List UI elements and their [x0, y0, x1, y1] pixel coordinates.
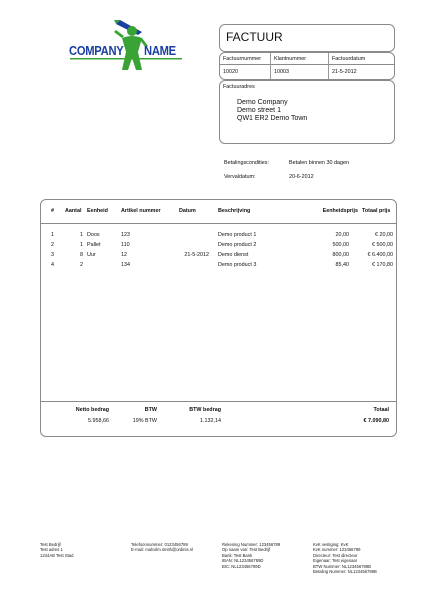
col-header-total-price: Totaal prijs — [362, 208, 391, 214]
footer-line: Op naam van: Test Bedrijf — [222, 547, 271, 553]
grand-total-value: € 7.090,80 — [363, 418, 389, 424]
payment-conditions-label: Betalingscondities: — [224, 160, 269, 166]
vat-rate-value: 19% BTW — [132, 418, 157, 424]
meta-invoice-date: 21-5-2012 — [332, 69, 357, 75]
col-header-article-number: Artikel nummer — [121, 208, 161, 214]
cell-unit-price: 800,00 — [332, 252, 349, 258]
footer-line: Test adres 1 — [40, 547, 63, 553]
footer-company-address — [40, 542, 120, 558]
cell-number: 1 — [51, 232, 54, 238]
cell-quantity: 1 — [80, 232, 83, 238]
meta-header-customer-number: Klantnummer — [274, 56, 307, 62]
cell-date: 21-5-2012 — [184, 252, 209, 258]
footer-registration — [313, 542, 403, 574]
vat-amount-value: 1.132,14 — [200, 418, 221, 424]
meta-customer-number: 10003 — [274, 69, 289, 75]
footer-contact — [131, 542, 221, 553]
cell-number: 4 — [51, 262, 54, 268]
cell-quantity: 8 — [80, 252, 83, 258]
vat-label: BTW — [144, 407, 157, 413]
line-items-table — [40, 199, 397, 437]
meta-invoice-number: 10020 — [223, 69, 238, 75]
payment-conditions-value: Betalen binnen 30 dagen — [289, 160, 349, 166]
address-line: QW1 ER2 Demo Town — [237, 115, 308, 122]
footer-line: KvK vestiging: KvK — [313, 542, 349, 547]
footer-line: BTW Nummer: NL123456789B — [313, 563, 371, 569]
col-header-description: Beschrijving — [218, 208, 251, 214]
cell-number: 3 — [51, 252, 54, 258]
cell-quantity: 1 — [80, 242, 83, 248]
meta-header-invoice-date: Factuurdatum — [332, 56, 366, 62]
cell-number: 2 — [51, 242, 54, 248]
due-date-label: Vervaldatum: — [224, 174, 256, 180]
cell-unit: Pallet — [87, 242, 101, 248]
address-line: Demo street 1 — [237, 107, 281, 114]
footer-email-link[interactable]: E-mail: malcolm.smith@ordinis.nl — [131, 547, 193, 553]
footer-line: IBAN: NL123456789D — [222, 558, 264, 564]
footer-line: Telefoonnummer: 0123456789 — [131, 542, 188, 547]
cell-unit: Uur — [87, 252, 96, 258]
cell-article-number: 12 — [121, 252, 127, 258]
billing-address-box — [219, 80, 395, 144]
footer-line: Rekening Nummer: 123456789 — [222, 542, 281, 547]
footer-line: Eigenaar: Test eigenaar — [313, 558, 358, 564]
net-amount-label: Netto bedrag — [75, 407, 109, 413]
cell-article-number: 134 — [121, 262, 130, 268]
col-header-date: Datum — [179, 208, 196, 214]
cell-total-price: € 170,80 — [372, 262, 393, 268]
col-header-unit: Eenheid — [87, 208, 108, 214]
cell-unit: Doos — [87, 232, 100, 238]
footer-line: Test Bedrijf — [40, 542, 61, 547]
cell-total-price: € 20,00 — [375, 232, 393, 238]
invoice-title-box — [219, 24, 395, 52]
footer-line: Betaling Nummer: NL123456789B — [313, 569, 377, 575]
logo-right-word: NAME — [144, 43, 176, 58]
col-header-unit-price: Eenheidsprijs — [322, 208, 358, 214]
logo-left-word: COMPANY — [69, 43, 124, 58]
cell-total-price: € 6.400,00 — [367, 252, 393, 258]
footer-line: BIC: NL123456789D — [222, 563, 261, 569]
due-date-value: 20-6-2012 — [289, 174, 314, 180]
cell-article-number: 123 — [121, 232, 130, 238]
col-header-number: # — [51, 208, 54, 214]
footer-line: KvK nummer: 123456789 — [313, 547, 361, 553]
cell-quantity: 2 — [80, 262, 83, 268]
footer-line: Directeur: Test directeur — [313, 552, 358, 558]
cell-description: Demo dienst — [218, 252, 249, 258]
meta-header-invoice-number: Factuurnummer — [223, 56, 262, 62]
cell-article-number: 110 — [121, 242, 130, 248]
company-logo — [68, 18, 186, 74]
billing-address-label: Factuuradres — [223, 84, 255, 90]
cell-description: Demo product 1 — [218, 232, 257, 238]
cell-description: Demo product 2 — [218, 242, 257, 248]
col-header-quantity: Aantal — [65, 208, 82, 214]
grand-total-label: Totaal — [373, 407, 389, 413]
cell-description: Demo product 3 — [218, 262, 257, 268]
address-line: Demo Company — [237, 99, 288, 106]
footer-line: Bank: Test Bank — [222, 552, 253, 558]
invoice-meta-box — [219, 52, 395, 80]
cell-unit-price: 500,00 — [332, 242, 349, 248]
footer-bank-details — [222, 542, 310, 569]
cell-unit-price: 20,00 — [335, 232, 349, 238]
footer-line: 1234AB Test Stad — [40, 552, 74, 558]
vat-amount-label: BTW bedrag — [189, 407, 221, 413]
cell-unit-price: 85,40 — [335, 262, 349, 268]
invoice-title: FACTUUR — [226, 30, 283, 44]
cell-total-price: € 500,00 — [372, 242, 393, 248]
net-amount-value: 5.958,66 — [88, 418, 109, 424]
